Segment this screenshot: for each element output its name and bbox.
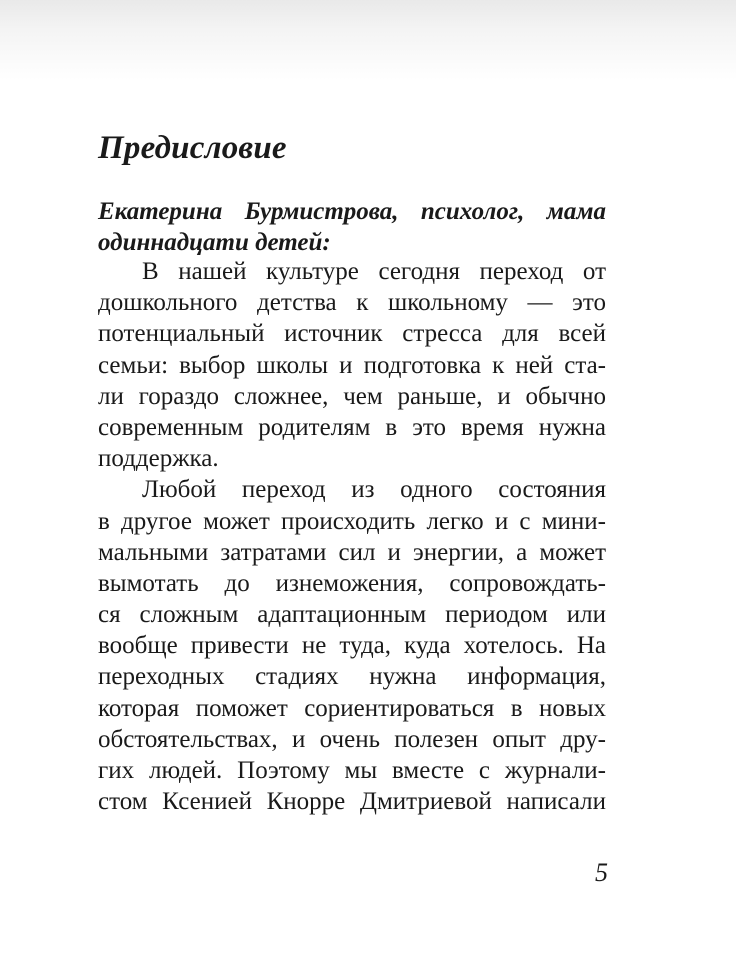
text-line: в другое может происходить легко и с мини- <box>98 507 606 535</box>
section-heading: Предисловие <box>98 130 287 166</box>
paragraph <box>98 474 606 817</box>
text-line: обстоятельствах, и очень полезен опыт дру- <box>98 725 606 753</box>
text-line: вообще привести не туда, куда хотелось. На <box>98 632 606 660</box>
text-line: семьи: выбор школы и подготовка к ней ста- <box>98 351 606 379</box>
text-line: ли гораздо сложнее, чем раньше, и обычно <box>98 382 606 410</box>
text-line: современным родителям в это время нужна <box>98 413 606 441</box>
page-number: 5 <box>595 858 608 887</box>
body-text <box>98 256 606 817</box>
text-line: мальными затратами сил и энергии, а может <box>98 538 606 566</box>
text-line: потенциальный источник стресса для всей <box>98 320 606 348</box>
text-line: В нашей культуре сегодня переход от <box>142 258 606 285</box>
text-line: которая поможет сориентироваться в новых <box>98 694 606 722</box>
text-line: поддержка. <box>98 445 219 473</box>
text-line: стом Ксенией Кнорре Дмитриевой написали <box>98 788 606 816</box>
author-line: Екатерина Бурмистрова, психолог, мама <box>98 198 606 225</box>
text-line: гих людей. Поэтому мы вместе с журнали- <box>98 757 606 784</box>
text-line: ся сложным адаптационным периодом или <box>98 601 606 629</box>
author-attribution <box>98 196 606 258</box>
text-line: Любой переход из одного состояния <box>142 476 606 504</box>
text-line: дошкольного детства к школьному — это <box>98 289 606 317</box>
text-line: вымотать до изнеможения, сопровождать- <box>98 569 606 597</box>
paragraph <box>98 256 606 474</box>
author-line: одиннадцати детей: <box>98 229 331 256</box>
text-line: переходных стадиях нужна информация, <box>98 663 606 691</box>
